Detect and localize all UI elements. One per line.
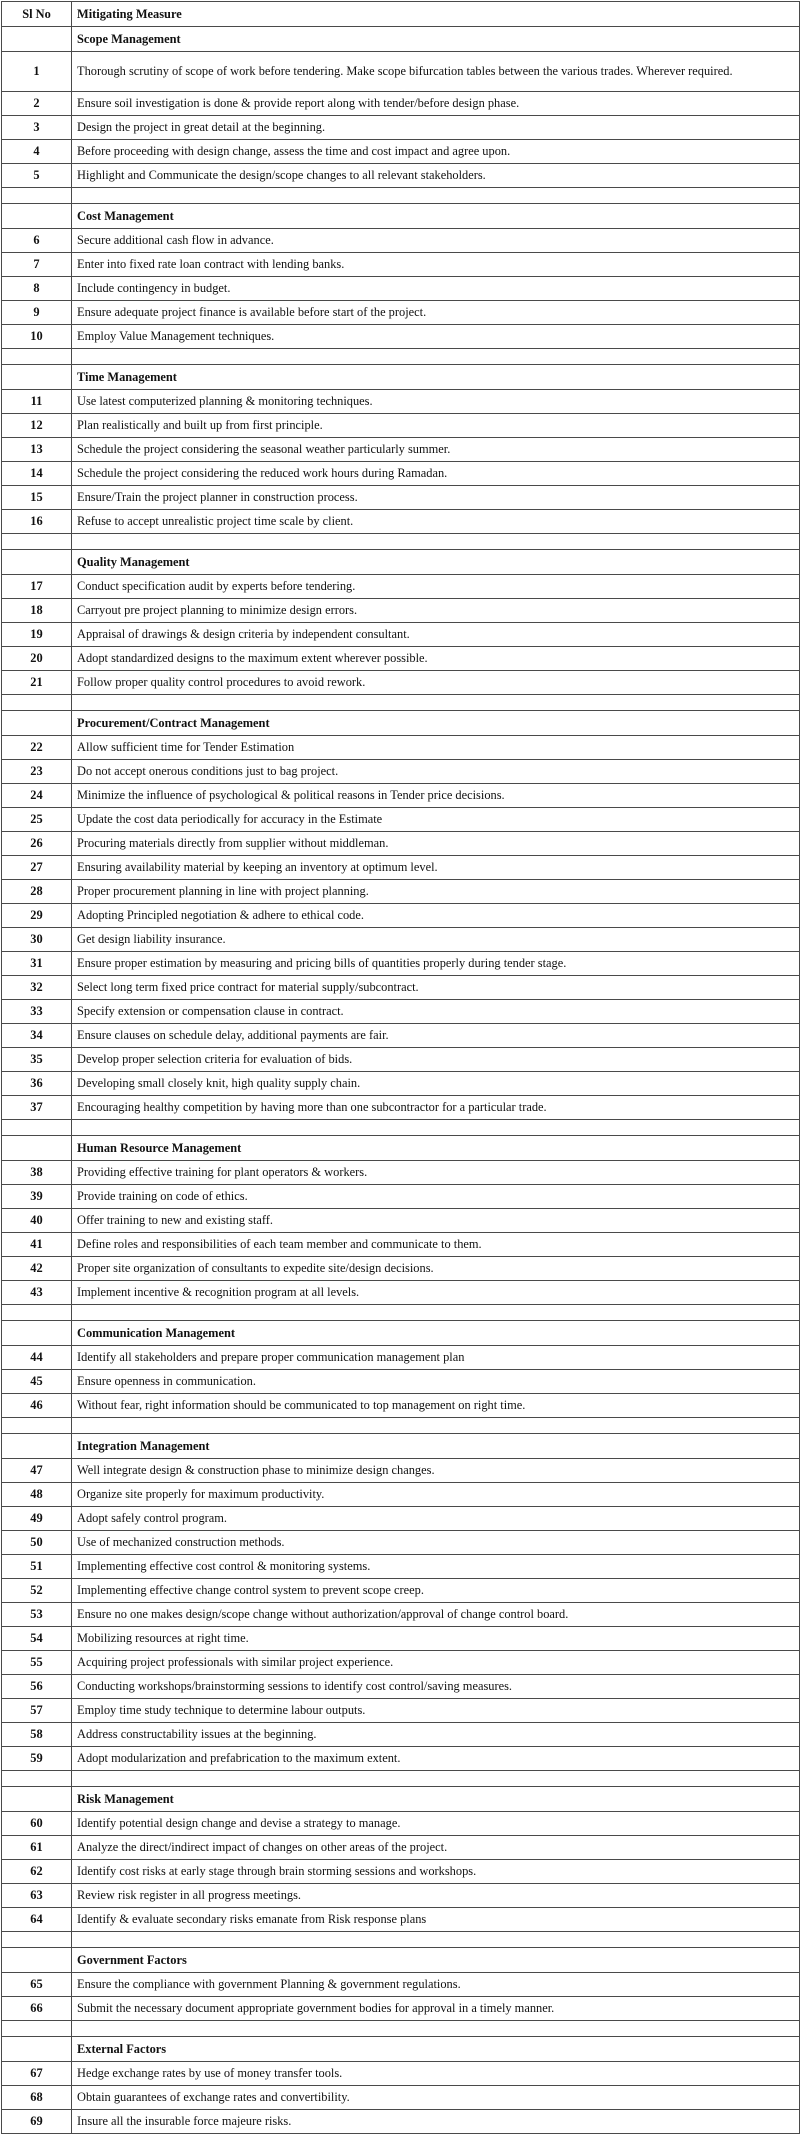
- measure-text: Adopting Principled negotiation & adhere to ethical code.: [72, 904, 800, 928]
- table-row: [2, 671, 800, 695]
- category-title: Procurement/Contract Management: [72, 711, 800, 736]
- row-number: 61: [2, 1836, 72, 1860]
- table-row: [2, 301, 800, 325]
- table-row: [2, 253, 800, 277]
- row-number: 54: [2, 1627, 72, 1651]
- spacer-cell: [72, 2021, 800, 2037]
- table-row: [2, 52, 800, 92]
- table-row: [2, 164, 800, 188]
- spacer-cell: [2, 1120, 72, 1136]
- table-row: [2, 390, 800, 414]
- spacer-cell: [72, 695, 800, 711]
- measure-text: Refuse to accept unrealistic project time scale by client.: [72, 510, 800, 534]
- row-number: 10: [2, 325, 72, 349]
- row-number: 25: [2, 808, 72, 832]
- spacer-cell: [2, 188, 72, 204]
- row-number: 39: [2, 1185, 72, 1209]
- measure-text: Adopt modularization and prefabrication to the maximum extent.: [72, 1747, 800, 1771]
- table-row: [2, 599, 800, 623]
- table-row: [2, 1096, 800, 1120]
- spacer-cell: [2, 534, 72, 550]
- category-title: Government Factors: [72, 1948, 800, 1973]
- row-number: 36: [2, 1072, 72, 1096]
- spacer-row: [2, 1418, 800, 1434]
- row-number: 9: [2, 301, 72, 325]
- row-number: 43: [2, 1281, 72, 1305]
- measure-text: Mobilizing resources at right time.: [72, 1627, 800, 1651]
- table-row: [2, 856, 800, 880]
- category-title: Human Resource Management: [72, 1136, 800, 1161]
- row-number: 52: [2, 1579, 72, 1603]
- row-number: 24: [2, 784, 72, 808]
- measure-text: Encouraging healthy competition by having more than one subcontractor for a particular trade.: [72, 1096, 800, 1120]
- measure-text: Address constructability issues at the beginning.: [72, 1723, 800, 1747]
- measure-text: Developing small closely knit, high quality supply chain.: [72, 1072, 800, 1096]
- measure-text: Providing effective training for plant operators & workers.: [72, 1161, 800, 1185]
- category-row: [2, 1787, 800, 1812]
- category-no-cell: [2, 27, 72, 52]
- row-number: 46: [2, 1394, 72, 1418]
- category-no-cell: [2, 365, 72, 390]
- table-row: [2, 623, 800, 647]
- measure-text: Proper procurement planning in line with project planning.: [72, 880, 800, 904]
- measure-text: Develop proper selection criteria for evaluation of bids.: [72, 1048, 800, 1072]
- row-number: 50: [2, 1531, 72, 1555]
- category-no-cell: [2, 1434, 72, 1459]
- category-title: Risk Management: [72, 1787, 800, 1812]
- row-number: 34: [2, 1024, 72, 1048]
- row-number: 35: [2, 1048, 72, 1072]
- table-row: [2, 2110, 800, 2134]
- row-number: 40: [2, 1209, 72, 1233]
- table-row: [2, 575, 800, 599]
- row-number: 68: [2, 2086, 72, 2110]
- category-title: Quality Management: [72, 550, 800, 575]
- row-number: 64: [2, 1908, 72, 1932]
- category-title: Cost Management: [72, 204, 800, 229]
- header-mitigating-measure: Mitigating Measure: [72, 2, 800, 27]
- measure-text: Ensure/Train the project planner in construction process.: [72, 486, 800, 510]
- category-title: Time Management: [72, 365, 800, 390]
- table-row: [2, 880, 800, 904]
- table-row: [2, 1579, 800, 1603]
- spacer-row: [2, 188, 800, 204]
- table-row: [2, 1973, 800, 1997]
- table-row: [2, 486, 800, 510]
- row-number: 12: [2, 414, 72, 438]
- measure-text: Identify cost risks at early stage through brain storming sessions and workshops.: [72, 1860, 800, 1884]
- spacer-row: [2, 2021, 800, 2037]
- measure-text: Conducting workshops/brainstorming sessions to identify cost control/saving measures.: [72, 1675, 800, 1699]
- table-row: [2, 1675, 800, 1699]
- row-number: 11: [2, 390, 72, 414]
- category-row: [2, 1321, 800, 1346]
- mitigating-measures-table: [1, 1, 800, 2134]
- category-title: Scope Management: [72, 27, 800, 52]
- row-number: 65: [2, 1973, 72, 1997]
- row-number: 58: [2, 1723, 72, 1747]
- measure-text: Ensure proper estimation by measuring and pricing bills of quantities properly during tender stage.: [72, 952, 800, 976]
- row-number: 22: [2, 736, 72, 760]
- measure-text: Employ Value Management techniques.: [72, 325, 800, 349]
- category-no-cell: [2, 550, 72, 575]
- row-number: 14: [2, 462, 72, 486]
- category-no-cell: [2, 2037, 72, 2062]
- measure-text: Appraisal of drawings & design criteria by independent consultant.: [72, 623, 800, 647]
- row-number: 31: [2, 952, 72, 976]
- row-number: 19: [2, 623, 72, 647]
- table-row: [2, 1603, 800, 1627]
- table-row: [2, 462, 800, 486]
- row-number: 21: [2, 671, 72, 695]
- category-row: [2, 365, 800, 390]
- table-row: [2, 510, 800, 534]
- measure-text: Identify all stakeholders and prepare proper communication management plan: [72, 1346, 800, 1370]
- table-row: [2, 1209, 800, 1233]
- table-row: [2, 1627, 800, 1651]
- measure-text: Use of mechanized construction methods.: [72, 1531, 800, 1555]
- row-number: 33: [2, 1000, 72, 1024]
- table-body: [2, 2, 800, 2134]
- table-row: [2, 1161, 800, 1185]
- row-number: 53: [2, 1603, 72, 1627]
- category-title: Integration Management: [72, 1434, 800, 1459]
- table-header-row: [2, 2, 800, 27]
- row-number: 2: [2, 92, 72, 116]
- spacer-cell: [72, 1418, 800, 1434]
- table-row: [2, 1233, 800, 1257]
- row-number: 49: [2, 1507, 72, 1531]
- category-no-cell: [2, 204, 72, 229]
- measure-text: Analyze the direct/indirect impact of changes on other areas of the project.: [72, 1836, 800, 1860]
- row-number: 60: [2, 1812, 72, 1836]
- measure-text: Adopt standardized designs to the maximum extent wherever possible.: [72, 647, 800, 671]
- measure-text: Update the cost data periodically for accuracy in the Estimate: [72, 808, 800, 832]
- table-row: [2, 438, 800, 462]
- table-row: [2, 1507, 800, 1531]
- row-number: 17: [2, 575, 72, 599]
- row-number: 16: [2, 510, 72, 534]
- row-number: 13: [2, 438, 72, 462]
- row-number: 55: [2, 1651, 72, 1675]
- table-row: [2, 1699, 800, 1723]
- measure-text: Submit the necessary document appropriate government bodies for approval in a timely manner.: [72, 1997, 800, 2021]
- category-row: [2, 1434, 800, 1459]
- row-number: 59: [2, 1747, 72, 1771]
- row-number: 1: [2, 52, 72, 92]
- measure-text: Conduct specification audit by experts before tendering.: [72, 575, 800, 599]
- table-row: [2, 1651, 800, 1675]
- spacer-cell: [2, 1418, 72, 1434]
- table-row: [2, 1024, 800, 1048]
- measure-text: Schedule the project considering the reduced work hours during Ramadan.: [72, 462, 800, 486]
- measure-text: Use latest computerized planning & monitoring techniques.: [72, 390, 800, 414]
- measure-text: Implement incentive & recognition program at all levels.: [72, 1281, 800, 1305]
- table-row: [2, 1812, 800, 1836]
- row-number: 51: [2, 1555, 72, 1579]
- table-row: [2, 1836, 800, 1860]
- spacer-cell: [72, 188, 800, 204]
- row-number: 69: [2, 2110, 72, 2134]
- measure-text: Select long term fixed price contract for material supply/subcontract.: [72, 976, 800, 1000]
- measure-text: Provide training on code of ethics.: [72, 1185, 800, 1209]
- table-row: [2, 808, 800, 832]
- table-row: [2, 1531, 800, 1555]
- measure-text: Ensure soil investigation is done & provide report along with tender/before design phase.: [72, 92, 800, 116]
- measure-text: Schedule the project considering the seasonal weather particularly summer.: [72, 438, 800, 462]
- measure-text: Ensuring availability material by keeping an inventory at optimum level.: [72, 856, 800, 880]
- table-row: [2, 1860, 800, 1884]
- table-row: [2, 1281, 800, 1305]
- table-row: [2, 952, 800, 976]
- row-number: 42: [2, 1257, 72, 1281]
- table-row: [2, 277, 800, 301]
- table-row: [2, 1370, 800, 1394]
- category-row: [2, 27, 800, 52]
- spacer-cell: [2, 1305, 72, 1321]
- table-row: [2, 928, 800, 952]
- row-number: 8: [2, 277, 72, 301]
- measure-text: Organize site properly for maximum productivity.: [72, 1483, 800, 1507]
- measure-text: Specify extension or compensation clause in contract.: [72, 1000, 800, 1024]
- measure-text: Employ time study technique to determine labour outputs.: [72, 1699, 800, 1723]
- category-row: [2, 204, 800, 229]
- table-row: [2, 760, 800, 784]
- measure-text: Before proceeding with design change, assess the time and cost impact and agree upon.: [72, 140, 800, 164]
- table-row: [2, 116, 800, 140]
- measure-text: Well integrate design & construction phase to minimize design changes.: [72, 1459, 800, 1483]
- measure-text: Secure additional cash flow in advance.: [72, 229, 800, 253]
- table-row: [2, 1185, 800, 1209]
- measure-text: Review risk register in all progress meetings.: [72, 1884, 800, 1908]
- row-number: 48: [2, 1483, 72, 1507]
- measure-text: Adopt safely control program.: [72, 1507, 800, 1531]
- measure-text: Include contingency in budget.: [72, 277, 800, 301]
- measure-text: Get design liability insurance.: [72, 928, 800, 952]
- measure-text: Procuring materials directly from supplier without middleman.: [72, 832, 800, 856]
- row-number: 45: [2, 1370, 72, 1394]
- table-row: [2, 1747, 800, 1771]
- table-row: [2, 1997, 800, 2021]
- table-row: [2, 1459, 800, 1483]
- row-number: 3: [2, 116, 72, 140]
- row-number: 15: [2, 486, 72, 510]
- table-row: [2, 1072, 800, 1096]
- measure-text: Enter into fixed rate loan contract with lending banks.: [72, 253, 800, 277]
- category-no-cell: [2, 1136, 72, 1161]
- row-number: 18: [2, 599, 72, 623]
- measure-text: Ensure the compliance with government Planning & government regulations.: [72, 1973, 800, 1997]
- measure-text: Ensure openness in communication.: [72, 1370, 800, 1394]
- row-number: 7: [2, 253, 72, 277]
- category-no-cell: [2, 1948, 72, 1973]
- measure-text: Identify & evaluate secondary risks emanate from Risk response plans: [72, 1908, 800, 1932]
- spacer-cell: [72, 1932, 800, 1948]
- row-number: 57: [2, 1699, 72, 1723]
- table-row: [2, 2062, 800, 2086]
- spacer-cell: [72, 534, 800, 550]
- category-no-cell: [2, 711, 72, 736]
- spacer-cell: [2, 695, 72, 711]
- spacer-cell: [72, 1771, 800, 1787]
- spacer-row: [2, 1305, 800, 1321]
- measure-text: Identify potential design change and devise a strategy to manage.: [72, 1812, 800, 1836]
- spacer-row: [2, 534, 800, 550]
- row-number: 26: [2, 832, 72, 856]
- table-row: [2, 976, 800, 1000]
- row-number: 20: [2, 647, 72, 671]
- row-number: 66: [2, 1997, 72, 2021]
- table-row: [2, 1555, 800, 1579]
- category-row: [2, 2037, 800, 2062]
- table-row: [2, 832, 800, 856]
- table-row: [2, 2086, 800, 2110]
- header-sl-no: Sl No: [2, 2, 72, 27]
- row-number: 28: [2, 880, 72, 904]
- table-row: [2, 1908, 800, 1932]
- row-number: 32: [2, 976, 72, 1000]
- category-row: [2, 550, 800, 575]
- measure-text: Thorough scrutiny of scope of work before tendering. Make scope bifurcation tables between the various trades. Wherever required.: [72, 52, 800, 92]
- spacer-cell: [72, 1305, 800, 1321]
- measure-text: Ensure no one makes design/scope change without authorization/approval of change control board.: [72, 1603, 800, 1627]
- category-title: Communication Management: [72, 1321, 800, 1346]
- spacer-cell: [2, 349, 72, 365]
- table-row: [2, 1346, 800, 1370]
- measure-text: Offer training to new and existing staff.: [72, 1209, 800, 1233]
- measure-text: Highlight and Communicate the design/scope changes to all relevant stakeholders.: [72, 164, 800, 188]
- spacer-cell: [72, 349, 800, 365]
- measure-text: Implementing effective cost control & monitoring systems.: [72, 1555, 800, 1579]
- measure-text: Implementing effective change control system to prevent scope creep.: [72, 1579, 800, 1603]
- measure-text: Allow sufficient time for Tender Estimation: [72, 736, 800, 760]
- measure-text: Without fear, right information should be communicated to top management on right time.: [72, 1394, 800, 1418]
- measure-text: Minimize the influence of psychological & political reasons in Tender price decisions.: [72, 784, 800, 808]
- spacer-cell: [2, 1771, 72, 1787]
- row-number: 62: [2, 1860, 72, 1884]
- measure-text: Define roles and responsibilities of each team member and communicate to them.: [72, 1233, 800, 1257]
- category-row: [2, 1136, 800, 1161]
- table-row: [2, 1483, 800, 1507]
- table-row: [2, 229, 800, 253]
- table-row: [2, 1000, 800, 1024]
- category-row: [2, 711, 800, 736]
- row-number: 5: [2, 164, 72, 188]
- table-row: [2, 1048, 800, 1072]
- row-number: 44: [2, 1346, 72, 1370]
- spacer-row: [2, 1120, 800, 1136]
- row-number: 30: [2, 928, 72, 952]
- category-no-cell: [2, 1787, 72, 1812]
- category-title: External Factors: [72, 2037, 800, 2062]
- row-number: 41: [2, 1233, 72, 1257]
- spacer-cell: [2, 1932, 72, 1948]
- spacer-row: [2, 1932, 800, 1948]
- measure-text: Plan realistically and built up from first principle.: [72, 414, 800, 438]
- table-row: [2, 1257, 800, 1281]
- table-row: [2, 414, 800, 438]
- table-row: [2, 1394, 800, 1418]
- row-number: 56: [2, 1675, 72, 1699]
- table-row: [2, 1884, 800, 1908]
- category-row: [2, 1948, 800, 1973]
- category-no-cell: [2, 1321, 72, 1346]
- table-row: [2, 647, 800, 671]
- row-number: 6: [2, 229, 72, 253]
- spacer-row: [2, 349, 800, 365]
- table-row: [2, 1723, 800, 1747]
- table-row: [2, 325, 800, 349]
- row-number: 23: [2, 760, 72, 784]
- measure-text: Insure all the insurable force majeure risks.: [72, 2110, 800, 2134]
- row-number: 4: [2, 140, 72, 164]
- row-number: 67: [2, 2062, 72, 2086]
- table-row: [2, 736, 800, 760]
- table-row: [2, 784, 800, 808]
- measure-text: Ensure adequate project finance is available before start of the project.: [72, 301, 800, 325]
- measure-text: Carryout pre project planning to minimize design errors.: [72, 599, 800, 623]
- spacer-cell: [72, 1120, 800, 1136]
- row-number: 37: [2, 1096, 72, 1120]
- measure-text: Obtain guarantees of exchange rates and convertibility.: [72, 2086, 800, 2110]
- row-number: 38: [2, 1161, 72, 1185]
- measure-text: Acquiring project professionals with similar project experience.: [72, 1651, 800, 1675]
- measure-text: Design the project in great detail at the beginning.: [72, 116, 800, 140]
- row-number: 29: [2, 904, 72, 928]
- measure-text: Ensure clauses on schedule delay, additional payments are fair.: [72, 1024, 800, 1048]
- spacer-row: [2, 1771, 800, 1787]
- measure-text: Do not accept onerous conditions just to bag project.: [72, 760, 800, 784]
- spacer-cell: [2, 2021, 72, 2037]
- measure-text: Proper site organization of consultants to expedite site/design decisions.: [72, 1257, 800, 1281]
- spacer-row: [2, 695, 800, 711]
- table-row: [2, 92, 800, 116]
- row-number: 27: [2, 856, 72, 880]
- row-number: 63: [2, 1884, 72, 1908]
- row-number: 47: [2, 1459, 72, 1483]
- measure-text: Follow proper quality control procedures to avoid rework.: [72, 671, 800, 695]
- table-row: [2, 904, 800, 928]
- table-row: [2, 140, 800, 164]
- measure-text: Hedge exchange rates by use of money transfer tools.: [72, 2062, 800, 2086]
